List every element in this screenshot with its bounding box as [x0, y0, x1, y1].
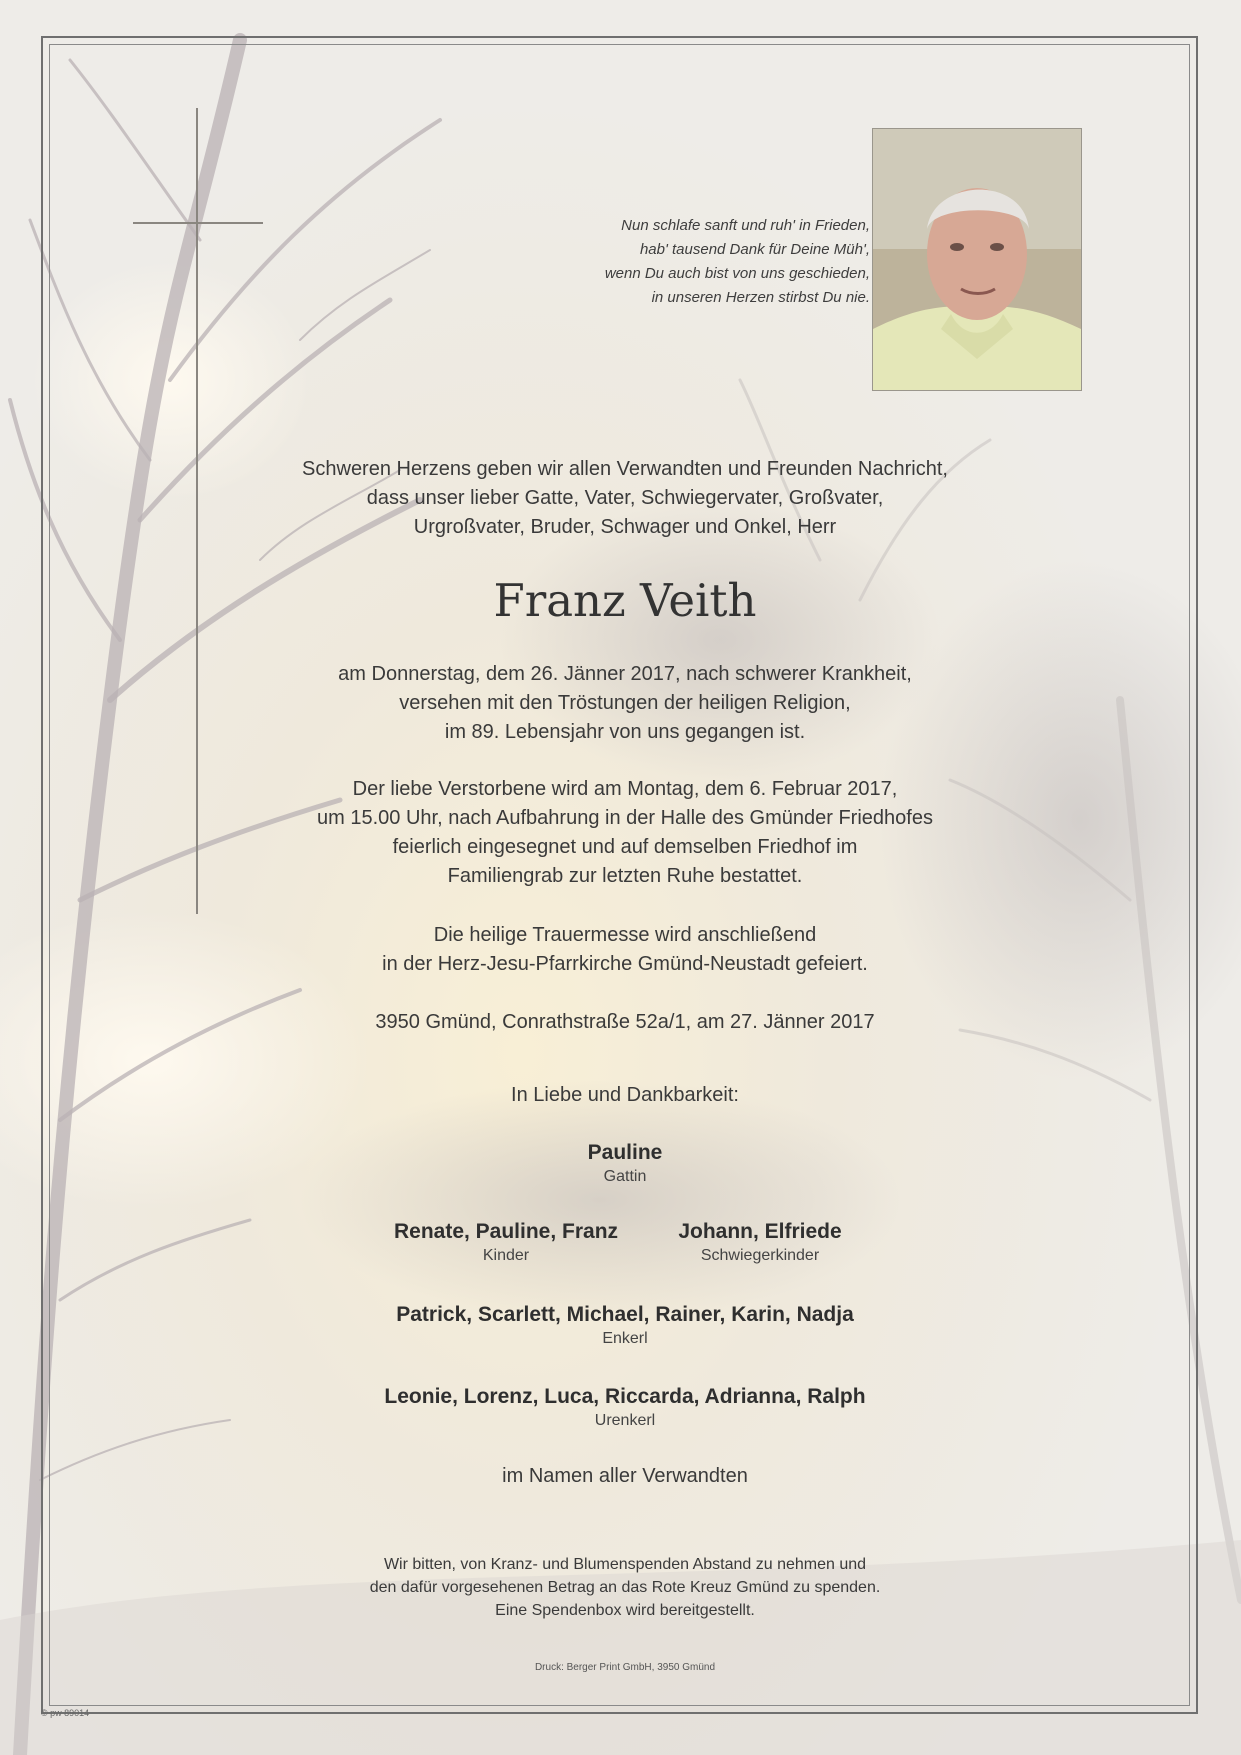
cross-icon-horizontal-bar [133, 222, 263, 224]
poem-line: in unseren Herzen stirbst Du nie. [651, 289, 870, 306]
mourner-role: Enkerl [602, 1330, 648, 1347]
mourner-role: Gattin [603, 1168, 647, 1185]
poem-line: wenn Du auch bist von uns geschieden, [604, 265, 870, 282]
death-notice [210, 660, 1040, 747]
donation-request [210, 1553, 1040, 1622]
announcement-intro [210, 455, 1040, 542]
place-and-date: 3950 Gmünd, Conrathstraße 52a/1, am 27. Jänner 2017 [375, 1011, 875, 1033]
mourner-names: Johann, Elfriede [678, 1220, 842, 1243]
poem-line: hab' tausend Dank für Deine Müh', [639, 241, 870, 258]
cross-icon-vertical-bar [196, 108, 198, 914]
poem-line: Nun schlafe sanft und ruh' in Frieden, [621, 217, 870, 234]
funeral-line: um 15.00 Uhr, nach Aufbahrung in der Halle des Gmünder Friedhofes [317, 807, 933, 829]
donation-request-line: Eine Spendenbox wird bereitgestellt. [495, 1602, 755, 1619]
mourner-role: Urenkerl [594, 1412, 656, 1429]
funeral-details [210, 775, 1040, 891]
mourner-group-in-laws [650, 1218, 870, 1267]
mourner-group-spouse [210, 1139, 1040, 1188]
mourner-group-great-grandchildren [210, 1383, 1040, 1432]
on-behalf-of-relatives: im Namen aller Verwandten [502, 1465, 748, 1487]
love-and-gratitude-line: In Liebe und Dankbarkeit: [511, 1084, 739, 1106]
donation-request-line: den dafür vorgesehenen Betrag an das Rote Kreuz Gmünd zu spenden. [369, 1579, 881, 1596]
printer-imprint: Druck: Berger Print GmbH, 3950 Gmünd [534, 1662, 716, 1673]
mourner-group-children [376, 1218, 636, 1267]
deceased-name: Franz Veith [493, 574, 757, 627]
mourner-role: Kinder [482, 1247, 530, 1264]
portrait-photo [872, 128, 1082, 391]
mourner-names: Patrick, Scarlett, Michael, Rainer, Karin, Nadja [396, 1303, 854, 1326]
death-notice-line: im 89. Lebensjahr von uns gegangen ist. [444, 721, 806, 743]
intro-line: Schweren Herzens geben wir allen Verwandten und Freunden Nachricht, [302, 458, 948, 480]
mourner-names: Pauline [587, 1141, 663, 1164]
memorial-poem [470, 214, 870, 310]
mourner-role: Schwiegerkinder [700, 1247, 820, 1264]
donation-request-line: Wir bitten, von Kranz- und Blumenspenden Abstand zu nehmen und [383, 1556, 867, 1573]
mourner-names: Renate, Pauline, Franz [393, 1220, 619, 1243]
product-code: © pw 89014 [41, 1708, 90, 1718]
mourner-group-grandchildren [210, 1301, 1040, 1350]
mourner-names: Leonie, Lorenz, Luca, Riccarda, Adrianna, Ralph [384, 1385, 866, 1408]
funeral-line: feierlich eingesegnet und auf demselben Friedhof im [392, 836, 858, 858]
mass-line: in der Herz-Jesu-Pfarrkirche Gmünd-Neustadt gefeiert. [382, 953, 868, 975]
funeral-line: Der liebe Verstorbene wird am Montag, dem 6. Februar 2017, [352, 778, 898, 800]
funeral-line: Familiengrab zur letzten Ruhe bestattet. [447, 865, 803, 887]
mass-line: Die heilige Trauermesse wird anschließend [433, 924, 817, 946]
mass-details [210, 921, 1040, 979]
death-notice-line: versehen mit den Tröstungen der heiligen Religion, [399, 692, 851, 714]
death-notice-line: am Donnerstag, dem 26. Jänner 2017, nach schwerer Krankheit, [338, 663, 912, 685]
intro-line: Urgroßvater, Bruder, Schwager und Onkel, Herr [413, 516, 837, 538]
intro-line: dass unser lieber Gatte, Vater, Schwiegervater, Großvater, [366, 487, 884, 509]
